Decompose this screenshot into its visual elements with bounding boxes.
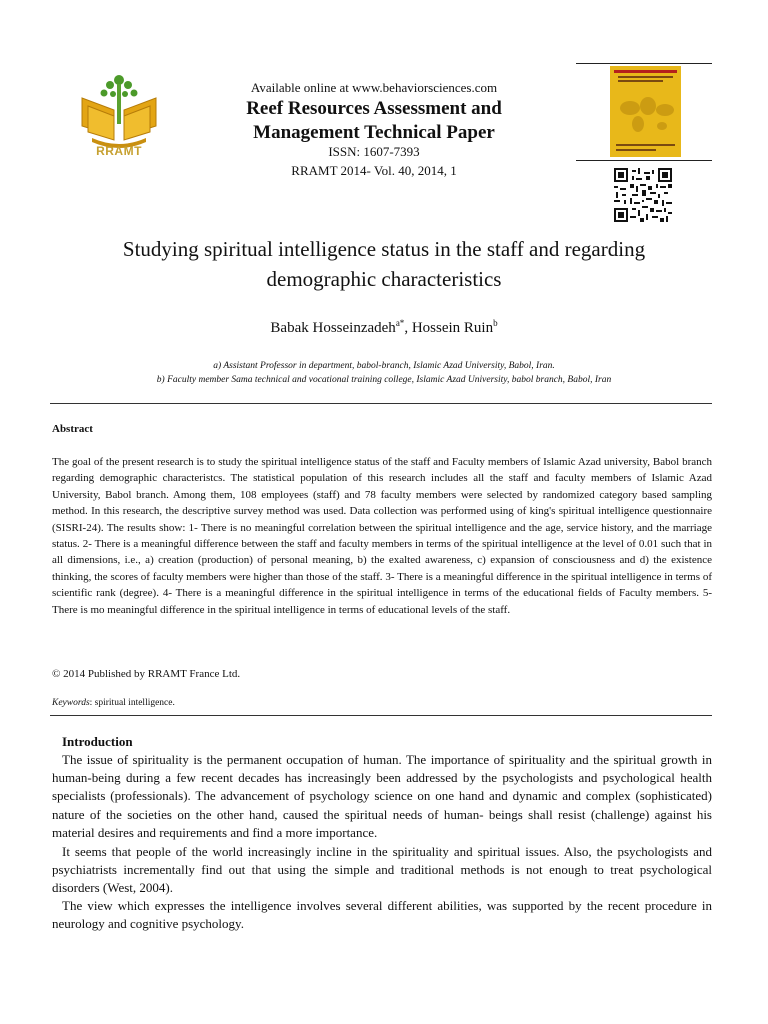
divider — [50, 715, 712, 716]
affiliation-b: b) Faculty member Sama technical and vocational training college, Islamic Azad University, babol branch, Babol, Iran — [156, 375, 612, 385]
keywords — [52, 698, 175, 708]
abstract-text: The goal of the present research is to study the spiritual intelligence status of the staff and Faculty members of Islamic Azad university, Babol branch regarding demographic characteristcs. The statistical population of this research includes all the staff and faculty members of Islamic Azad University, Babol branch. Among them, 108 employees (staff) and 78 faculty members were selected by randomized category based sampling method. In this research, the descriptive survey method was used. Data collection was performed using of king's spiritual intelligence questionnaire (SISRI-24). The results show: 1- There is no meaningful correlation between the spiritual intelligence and the age, service history, and the marriage status. 2- There is a meaningful difference between the staff and faculty members in terms of the spiritual intelligence at the level of 0.01 such that in all dimensions, i.e., a) creation (production) of personal meaning, b) the exalted awareness, c) expansion of consciousness and d) the existence thinking, the scores of faculty members were higher than those of the staff. 3- There is a meaningful difference in the spiritual intelligence in terms of scientific rank (degree). 4- There is a meaningful difference in the spiritual intelligence in terms of the educational fields of Faculty members. 5- There is mo meaningful difference in the spiritual intelligence in terms of educational levels of the staff. — [52, 456, 712, 616]
article-title — [60, 234, 708, 294]
author-separator: , — [404, 320, 412, 336]
introduction-heading: Introduction — [62, 734, 133, 749]
authors — [60, 318, 708, 337]
author-1-sup: a* — [395, 318, 405, 328]
author-1: Babak Hosseinzadeh — [270, 320, 396, 336]
journal-title-line2: Management Technical Paper — [253, 122, 495, 143]
rramt-logo — [74, 70, 164, 162]
keywords-label: Keywords — [52, 698, 90, 708]
affiliation-a: a) Assistant Professor in department, babol-branch, Islamic Azad University, Babol, Iran. — [213, 361, 555, 371]
cover-rule-bottom — [576, 160, 712, 161]
article-title-line1: Studying spiritual intelligence status in the staff and regarding — [122, 237, 646, 261]
journal-cover-image — [610, 66, 681, 157]
journal-title — [200, 97, 548, 145]
qr-code-icon — [614, 168, 672, 222]
keywords-value: : spiritual intelligence. — [89, 698, 175, 708]
issn: ISSN: 1607-7393 — [328, 144, 420, 159]
divider — [50, 403, 712, 404]
cover-rule-top — [576, 63, 712, 64]
introduction-paragraph-3: The view which expresses the intelligence involves several different abilities, was supported by the recent procedure in neurology and cognitive psychology. — [52, 898, 712, 932]
author-2-sup: b — [493, 318, 498, 328]
abstract-heading: Abstract — [52, 423, 93, 435]
introduction-paragraph-1: The issue of spirituality is the permanent occupation of human. The importance of spirituality and the spiritual growth in human-being during a few recent decades has increasingly been addressed by the psychologists and psychological health specialists (professionals). The advancement of psychology science on one hand and dynamic and complex (sophisticated) nature of the societies on the other hand, caused the spiritual needs of human- beings shall resist (challenge) against his material desires and requirements and find a more importance. — [52, 752, 712, 840]
author-2: Hossein Ruin — [411, 320, 494, 336]
copyright: © 2014 Published by RRAMT France Ltd. — [52, 668, 241, 680]
journal-title-line1: Reef Resources Assessment and — [246, 98, 502, 119]
introduction-paragraph-2: It seems that people of the world increasingly incline in the spirituality and spiritual issues. Also, the psychologists and psychiatrists incrementally find out that using the simple and traditional methods is not enough to treat psychological disorders (West, 2004). — [52, 844, 712, 896]
volume-info: RRAMT 2014- Vol. 40, 2014, 1 — [291, 163, 457, 178]
logo-text: RRAMT — [96, 144, 142, 158]
article-title-line2: demographic characteristics — [266, 267, 502, 291]
available-online: Available online at www.behaviorsciences.com — [250, 80, 498, 95]
